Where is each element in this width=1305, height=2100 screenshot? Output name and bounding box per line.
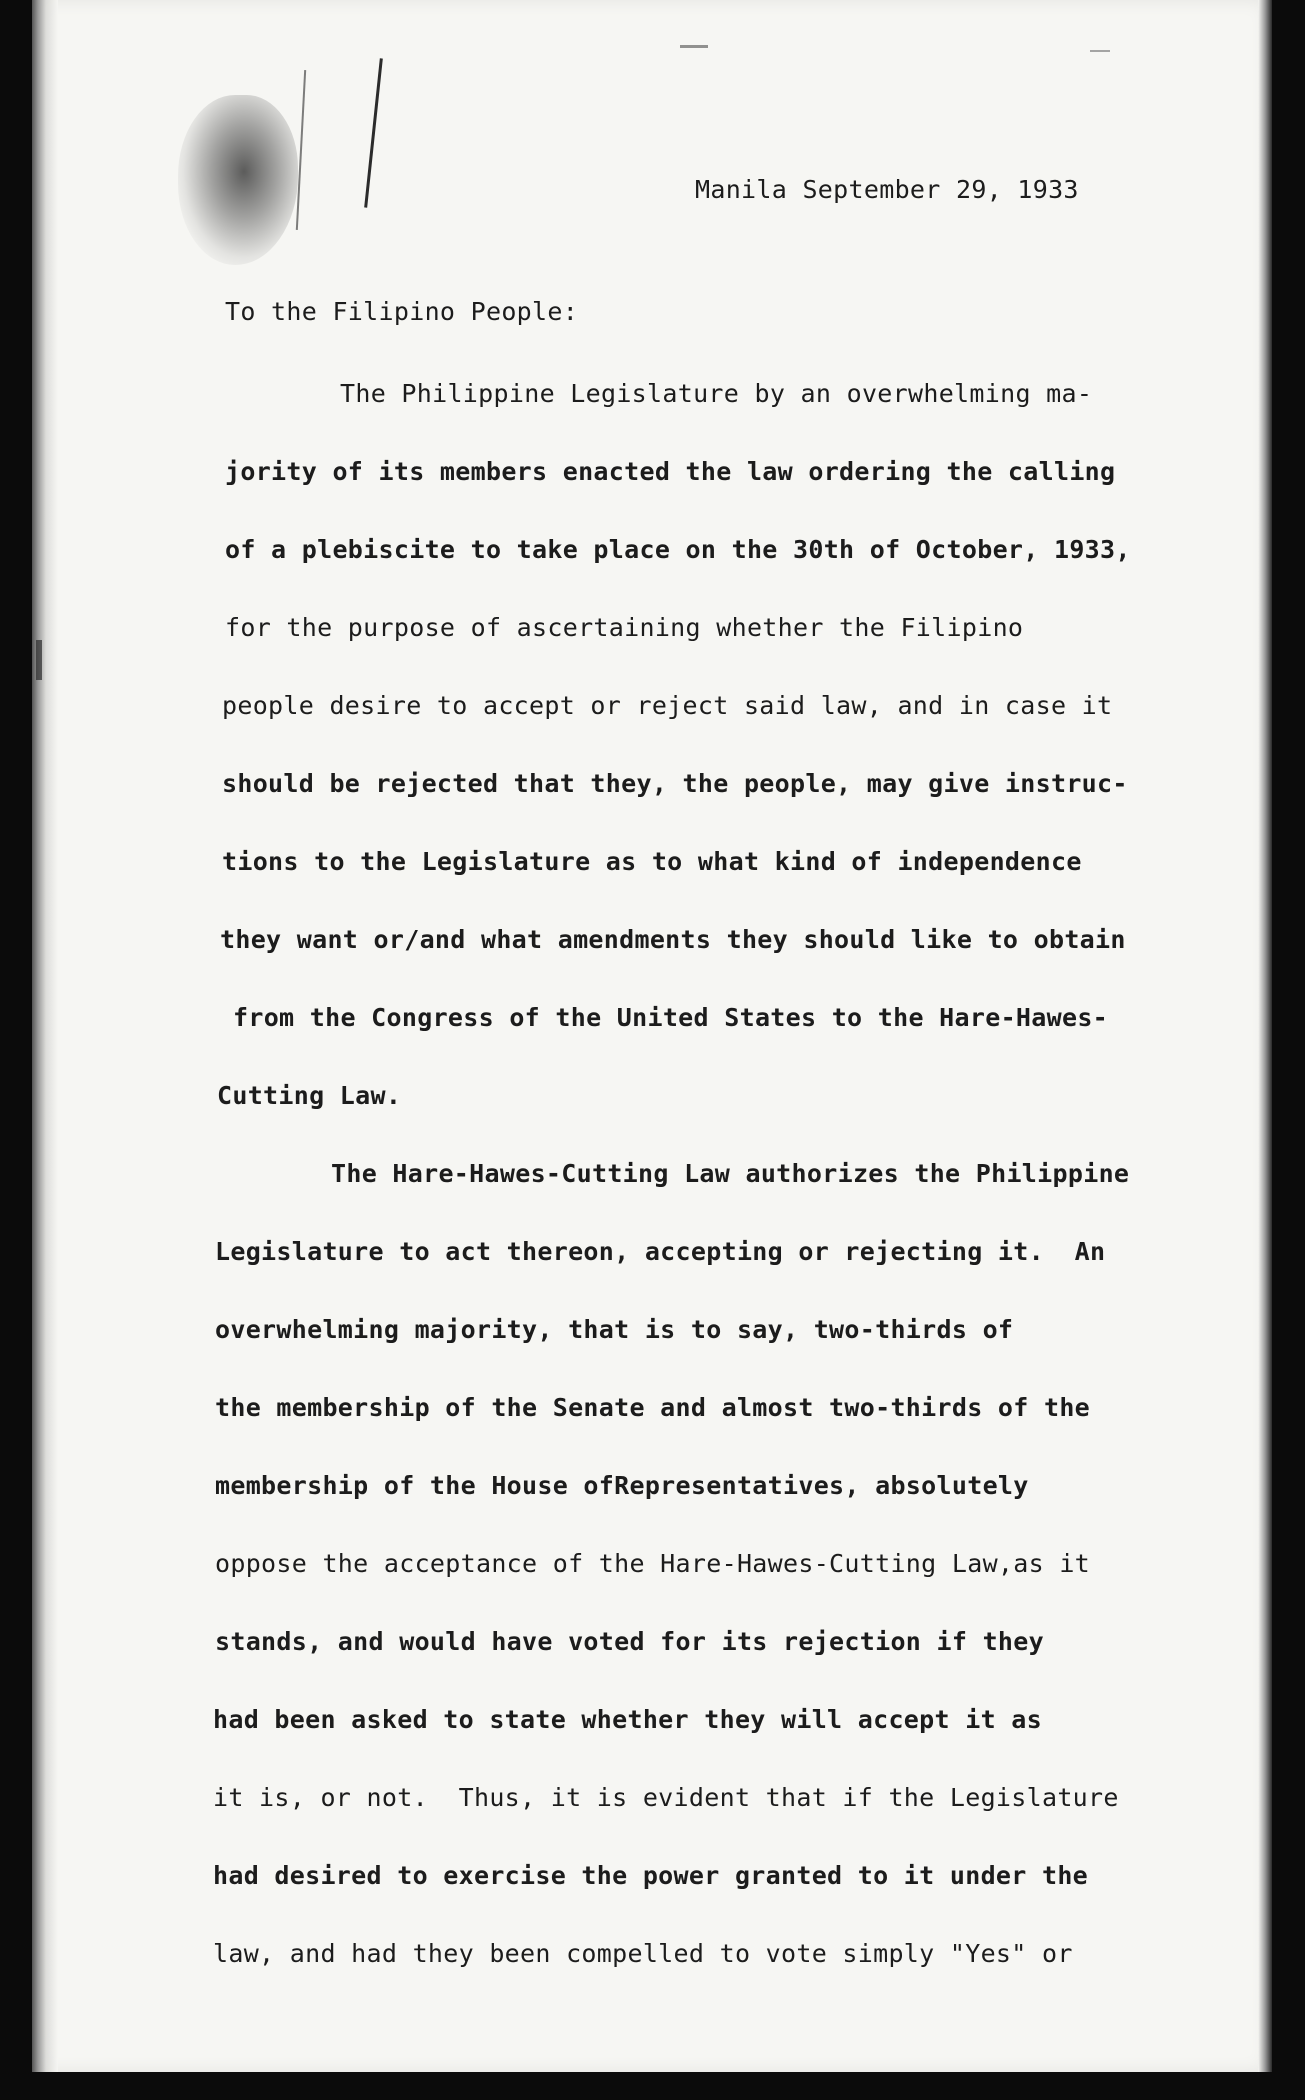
- paragraph-2-line: Legislature to act thereon, accepting or rejecting it. An: [215, 1237, 1106, 1266]
- page-right-edge: [1258, 0, 1272, 2072]
- document-page: [32, 0, 1267, 2072]
- paragraph-2-line: membership of the House ofRepresentatives, absolutely: [215, 1471, 1029, 1500]
- paragraph-1-line: people desire to accept or reject said law, and in case it: [222, 691, 1113, 720]
- paragraph-2-line: stands, and would have voted for its rejection if they: [215, 1627, 1044, 1656]
- paragraph-2-line: the membership of the Senate and almost two-thirds of the: [215, 1393, 1091, 1422]
- paragraph-2-line: it is, or not. Thus, it is evident that if the Legislature: [213, 1783, 1119, 1812]
- paragraph-2-line: had been asked to state whether they will accept it as: [213, 1705, 1042, 1734]
- paragraph-2-line: The Hare-Hawes-Cutting Law authorizes the Philippine: [331, 1159, 1130, 1188]
- paragraph-1-line: tions to the Legislature as to what kind of independence: [222, 847, 1082, 876]
- paragraph-1-line: The Philippine Legislature by an overwhelming ma-: [340, 379, 1093, 408]
- paragraph-1-line: should be rejected that they, the people, may give instruc-: [222, 769, 1128, 798]
- paragraph-1-line: Cutting Law.: [217, 1081, 402, 1110]
- paragraph-2-line: law, and had they been compelled to vote simply "Yes" or: [213, 1939, 1073, 1968]
- scan-mark: [1090, 50, 1110, 52]
- paragraph-2-line: oppose the acceptance of the Hare-Hawes-Cutting Law,as it: [215, 1549, 1091, 1578]
- dateline: Manila September 29, 1933: [695, 175, 1079, 204]
- page-left-edge: [32, 0, 58, 2072]
- salutation: To the Filipino People:: [225, 297, 579, 326]
- paragraph-1-line: jority of its members enacted the law ordering the calling: [225, 457, 1116, 486]
- paragraph-1-line: from the Congress of the United States to the Hare-Hawes-: [233, 1003, 1109, 1032]
- paragraph-2-line: had desired to exercise the power granted to it under the: [213, 1861, 1089, 1890]
- paragraph-1-line: for the purpose of ascertaining whether the Filipino: [225, 613, 1024, 642]
- scan-mark: [36, 640, 42, 680]
- paragraph-2-line: overwhelming majority, that is to say, two-thirds of: [215, 1315, 1014, 1344]
- scan-mark: [680, 45, 708, 48]
- paragraph-1-line: they want or/and what amendments they should like to obtain: [220, 925, 1126, 954]
- paragraph-1-line: of a plebiscite to take place on the 30th of October, 1933,: [225, 535, 1131, 564]
